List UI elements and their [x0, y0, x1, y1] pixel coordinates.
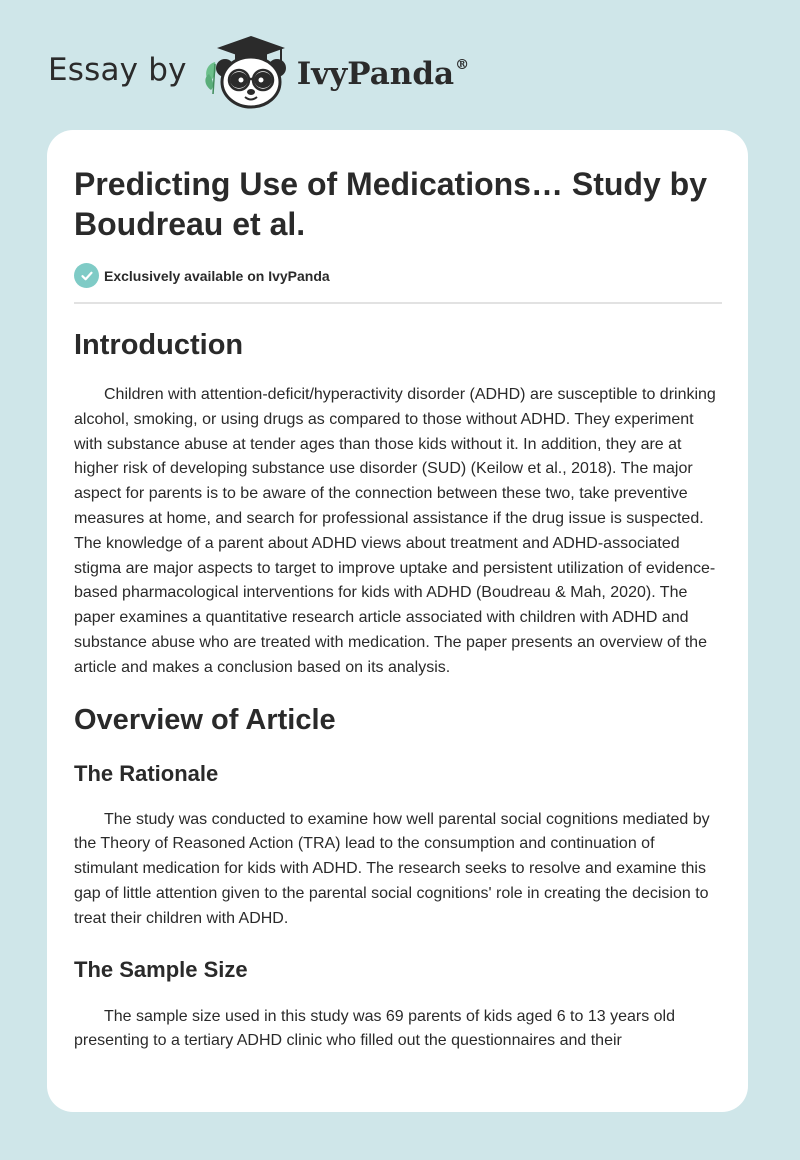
trademark-symbol: ®: [455, 57, 470, 73]
panda-logo-icon[interactable]: [201, 34, 293, 110]
brand-name: IvyPanda: [296, 56, 455, 92]
exclusive-badge: [74, 263, 722, 304]
introduction-paragraph: Children with attention-deficit/hyperactivity disorder (ADHD) are susceptible to drinking alcohol, smoking, or using drugs as compared to those without ADHD. They experiment with substance abuse at tender ages than those kids without it. In addition, they are at higher risk of developing substance use disorder (SUD) (Keilow et al., 2018). The major aspect for parents is to be aware of the connection between these two, take preventive measures at home, and search for professional assistance if the drug issue is suspected. The knowledge of a parent about ADHD views about treatment and ADHD-associated stigma are major aspects to target to improve uptake and persistent utilization of evidence-based pharmacological interventions for kids with ADHD (Boudreau & Mah, 2020). The paper examines a quantitative research article associated with children with ADHD and substance abuse who are treated with medication. The paper presents an overview of the article and makes a conclusion based on its analysis.: [74, 386, 716, 676]
rationale-heading: The Rationale: [74, 760, 219, 786]
overview-heading: Overview of Article: [74, 703, 336, 736]
sample-size-heading: The Sample Size: [74, 956, 248, 982]
badge-label: Exclusively available on IvyPanda: [104, 267, 330, 284]
introduction-heading: Introduction: [74, 329, 244, 361]
ivypanda-brand[interactable]: [297, 56, 469, 92]
article-card: [47, 130, 748, 1112]
site-header: [48, 34, 469, 110]
check-icon: [74, 263, 99, 288]
rationale-paragraph: The study was conducted to examine how well parental social cognitions mediated by the Theory of Reasoned Action (TRA) lead to the consumption and continuation of stimulant medication for kids with ADHD. The research seeks to resolve and examine this gap of little attention given to the parental social cognitions' role in creating the decision to treat their children with ADHD.: [74, 810, 710, 927]
essay-by-label: Essay by: [48, 52, 187, 88]
sample-size-paragraph: The sample size used in this study was 69 parents of kids aged 6 to 13 years old presenting to a tertiary ADHD clinic who filled out the questionnaires and their: [74, 1007, 675, 1050]
page-title: Predicting Use of Medications… Study by Boudreau et al.: [74, 166, 707, 242]
